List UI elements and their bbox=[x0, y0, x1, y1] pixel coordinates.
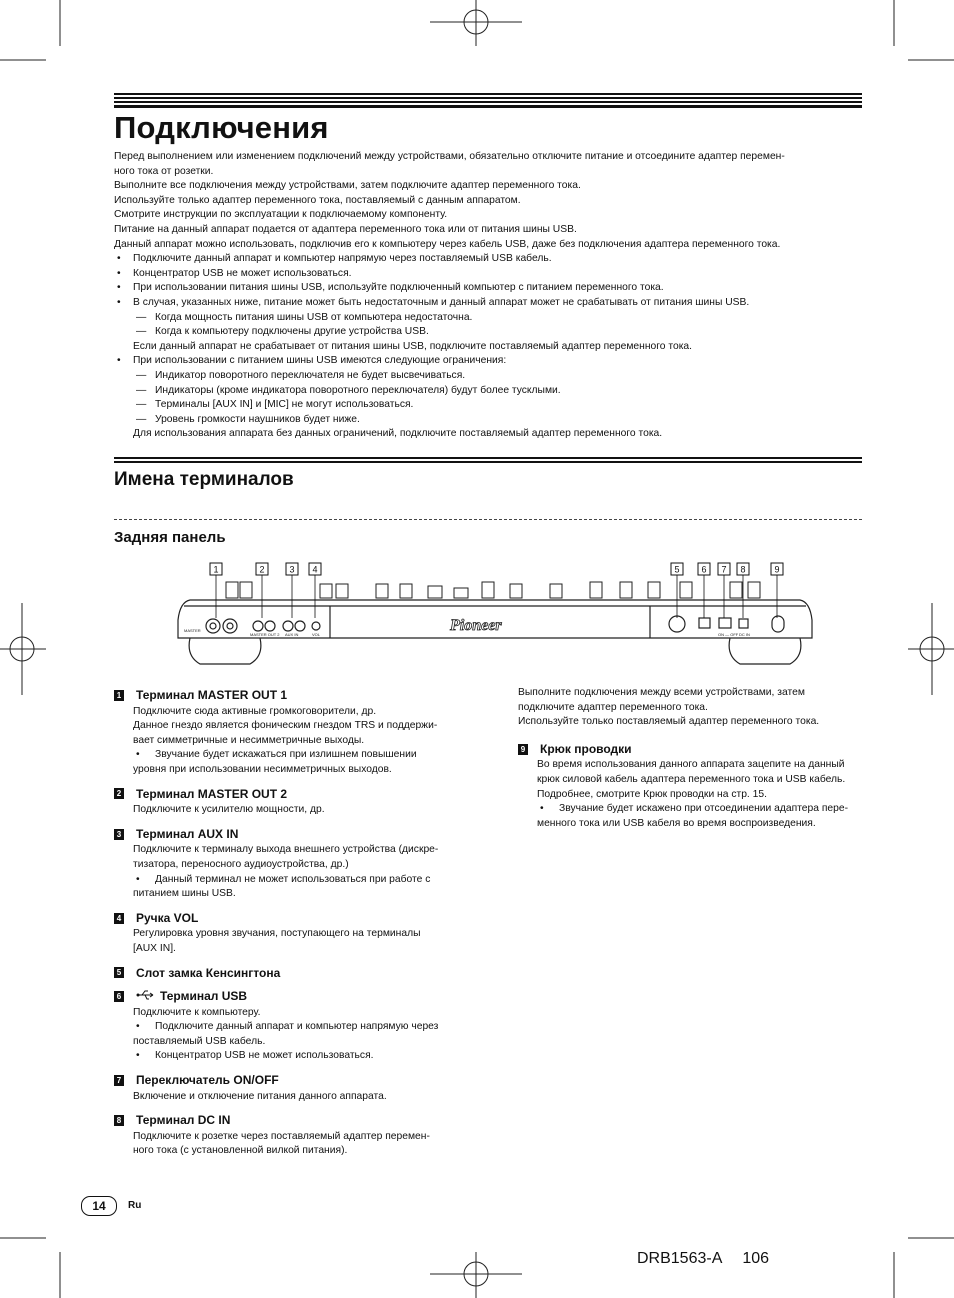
intro-line: • В случая, указанных ниже, питание может быть недостаточным и данный аппарат может не срабатывать от питания шины USB. bbox=[114, 296, 864, 311]
item-heading bbox=[114, 787, 484, 802]
left-column bbox=[114, 688, 484, 1168]
item-title: Терминал DC IN bbox=[136, 1113, 231, 1128]
item-number: 9 bbox=[518, 744, 528, 755]
intro-line: Данный аппарат можно использовать, подключив его к компьютеру через кабель USB, даже без подключения адаптера переменного тока. bbox=[114, 238, 781, 250]
item-title: Слот замка Кенсингтона bbox=[136, 965, 281, 980]
terminal-item bbox=[114, 911, 484, 957]
item-number: 3 bbox=[114, 829, 124, 840]
terminal-item bbox=[114, 827, 484, 902]
svg-text:VOL: VOL bbox=[312, 632, 321, 637]
item-line: ного тока (с установленной вилкой питания). bbox=[133, 1145, 348, 1157]
page-number: 14 bbox=[81, 1196, 117, 1216]
item-line: менного тока или USB кабеля во время воспроизведения. bbox=[537, 817, 816, 829]
item-line: Во время использования данного аппарата зацепите на данный bbox=[537, 759, 845, 771]
item-line: Включение и отключение питания данного аппарата. bbox=[133, 1090, 387, 1102]
right-intro-line: Используйте только поставляемый адаптер переменного тока. bbox=[518, 716, 820, 728]
item-heading bbox=[114, 827, 484, 842]
item-title: Крюк проводки bbox=[540, 741, 632, 756]
item-title: Терминал AUX IN bbox=[136, 826, 239, 841]
item-title: Переключатель ON/OFF bbox=[136, 1073, 279, 1088]
svg-text:DC IN: DC IN bbox=[739, 632, 750, 637]
subsection-title: Задняя панель bbox=[114, 529, 226, 546]
item-line: Подключите к розетке через поставляемый адаптер перемен- bbox=[133, 1130, 430, 1142]
svg-text:ON — OFF: ON — OFF bbox=[718, 632, 739, 637]
intro-line: ного тока от розетки. bbox=[114, 165, 214, 177]
intro-line: • Концентратор USB не может использоваться. bbox=[114, 267, 864, 282]
item-heading bbox=[518, 742, 868, 757]
callout-number: 1 bbox=[213, 564, 219, 575]
item-number: 4 bbox=[114, 913, 124, 924]
item-title: Терминал MASTER OUT 1 bbox=[136, 688, 288, 702]
usb-icon bbox=[136, 989, 156, 1004]
item-line: крюк силовой кабель адаптера переменного тока и USB кабель. bbox=[537, 773, 846, 785]
callout-number: 2 bbox=[259, 564, 265, 575]
intro-line: Если данный аппарат не срабатывает от питания шины USB, подключите поставляемый адаптер переменного тока. bbox=[133, 340, 693, 352]
item-line: Подключите сюда активные громкоговорители, др. bbox=[133, 705, 377, 717]
item-heading bbox=[114, 911, 484, 926]
title-rule bbox=[114, 93, 862, 107]
intro-line: • При использовании с питанием шины USB имеются следующие ограничения: bbox=[114, 354, 864, 369]
item-number: 6 bbox=[114, 991, 124, 1002]
right-intro-line: подключите адаптер переменного тока. bbox=[518, 701, 708, 713]
item-line: Регулировка уровня звучания, поступающего на терминалы bbox=[133, 928, 421, 940]
item-heading bbox=[114, 989, 484, 1004]
svg-text:MASTER: MASTER bbox=[184, 628, 201, 633]
item-line: вает симметричные и несимметричные выходы. bbox=[133, 734, 365, 746]
item-number: 1 bbox=[114, 690, 124, 701]
item-number: 7 bbox=[114, 1075, 124, 1086]
intro-line: Смотрите инструкции по эксплуатации к подключаемому компоненту. bbox=[114, 209, 448, 221]
terminal-item bbox=[518, 742, 868, 832]
page-title: Подключения bbox=[114, 110, 329, 145]
item-heading bbox=[114, 1073, 484, 1088]
rear-panel-illustration bbox=[170, 560, 820, 680]
intro-text bbox=[114, 150, 864, 442]
right-column bbox=[518, 686, 868, 840]
terminal-item bbox=[114, 688, 484, 778]
item-line: [AUX IN]. bbox=[133, 942, 176, 954]
item-number: 5 bbox=[114, 967, 124, 978]
document-code: DRB1563-A 106 bbox=[637, 1250, 770, 1267]
intro-line: • Подключите данный аппарат и компьютер напрямую через поставляемый USB кабель. bbox=[114, 252, 864, 267]
intro-line: — Терминалы [AUX IN] и [MIC] не могут использоваться. bbox=[114, 398, 864, 413]
svg-text:AUX IN: AUX IN bbox=[285, 632, 299, 637]
callout-number: 7 bbox=[721, 564, 727, 575]
terminal-item bbox=[114, 989, 484, 1064]
terminal-item bbox=[114, 966, 484, 981]
intro-line: — Когда к компьютеру подключены другие устройства USB. bbox=[114, 325, 864, 340]
dashed-divider bbox=[114, 519, 862, 520]
item-number: 8 bbox=[114, 1115, 124, 1126]
callout-number: 8 bbox=[740, 564, 746, 575]
item-line: • Звучание будет искажаться при излишнем повышении bbox=[114, 748, 484, 763]
intro-line: Выполните все подключения между устройствами, затем подключите адаптер переменного тока. bbox=[114, 180, 581, 192]
intro-line: — Когда мощность питания шины USB от компьютера недостаточна. bbox=[114, 311, 864, 326]
item-number: 2 bbox=[114, 788, 124, 799]
knob-row bbox=[226, 582, 760, 598]
item-title: Ручка VOL bbox=[136, 910, 199, 925]
intro-line: — Индикатор поворотного переключателя не будет высвечиваться. bbox=[114, 369, 864, 384]
intro-line: Перед выполнением или изменением подключений между устройствами, обязательно отключите питание и отсоедините адаптер перемен- bbox=[114, 151, 785, 162]
callout-number: 5 bbox=[674, 564, 680, 575]
right-intro-line: Выполните подключения между всеми устройствами, затем bbox=[518, 687, 805, 698]
item-line: тизатора, переносного аудиоустройства, др.) bbox=[133, 858, 349, 870]
item-title: Терминал MASTER OUT 2 bbox=[136, 786, 288, 801]
item-heading bbox=[114, 688, 484, 703]
callout-number: 3 bbox=[289, 564, 295, 575]
item-line: Подключите к компьютеру. bbox=[133, 1006, 261, 1018]
callout-number: 4 bbox=[312, 564, 318, 575]
item-line: • Концентратор USB не может использоваться. bbox=[114, 1049, 484, 1064]
item-title: Терминал USB bbox=[160, 989, 248, 1004]
terminal-item bbox=[114, 1113, 484, 1159]
brand-logo: Pioneer bbox=[450, 617, 502, 634]
intro-line: — Индикаторы (кроме индикатора поворотного переключателя) будут более тусклыми. bbox=[114, 384, 864, 399]
intro-line: Для использования аппарата без данных ограничений, подключите поставляемый адаптер переменного тока. bbox=[133, 428, 663, 440]
item-line: • Звучание будет искажено при отсоединении адаптера пере- bbox=[518, 802, 868, 817]
callout-number: 6 bbox=[701, 564, 707, 575]
intro-line: Используйте только адаптер переменного тока, поставляемый с данным аппаратом. bbox=[114, 194, 521, 206]
item-line: уровня при использовании несимметричных выходов. bbox=[133, 763, 392, 775]
intro-line: — Уровень громкости наушников будет ниже. bbox=[114, 413, 864, 428]
intro-line: • При использовании питания шины USB, используйте подключенный компьютер с питанием переменного тока. bbox=[114, 281, 864, 296]
item-line: • Данный терминал не может использоваться при работе с bbox=[114, 873, 484, 888]
terminal-item bbox=[114, 787, 484, 818]
section-title: Имена терминалов bbox=[114, 469, 294, 490]
intro-line: Питание на данный аппарат подается от адаптера переменного тока или от питания шины USB. bbox=[114, 223, 577, 235]
section-rule bbox=[114, 457, 862, 465]
item-line: Данное гнездо является фоническим гнездом TRS и поддержи- bbox=[133, 720, 438, 732]
terminal-item bbox=[114, 1073, 484, 1104]
item-line: питанием шины USB. bbox=[133, 888, 236, 900]
item-line: • Подключите данный аппарат и компьютер напрямую через bbox=[114, 1020, 484, 1035]
item-line: Подключите к усилителю мощности, др. bbox=[133, 804, 325, 816]
language-code: Ru bbox=[128, 1200, 142, 1211]
item-line: Подключите к терминалу выхода внешнего устройства (дискре- bbox=[133, 844, 439, 856]
item-line: Подробнее, смотрите Крюк проводки на стр. 15. bbox=[537, 788, 767, 800]
item-heading bbox=[114, 966, 484, 981]
callout-number: 9 bbox=[774, 564, 780, 575]
svg-text:MASTER OUT 2: MASTER OUT 2 bbox=[250, 632, 280, 637]
item-heading bbox=[114, 1113, 484, 1128]
item-line: поставляемый USB кабель. bbox=[133, 1035, 266, 1047]
